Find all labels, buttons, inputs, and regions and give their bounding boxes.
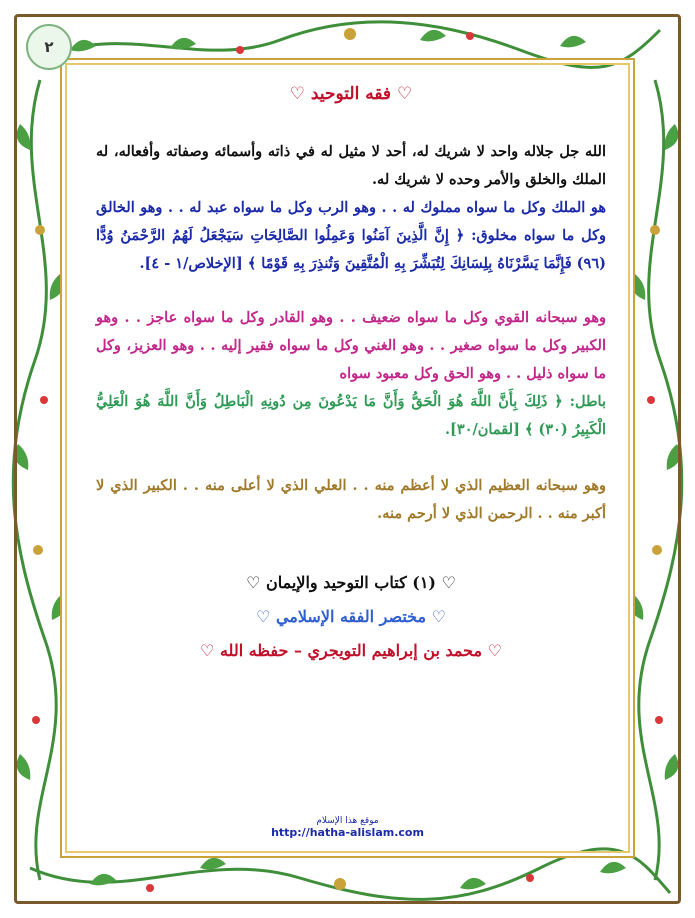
- paragraph-attributes: وهو سبحانه القوي وكل ما سواه ضعيف . . وهو القادر وكل ما سواه عاجز . . وهو الكبير وكل ما سواه صغير . . وهو الغني وكل ما سواه فقير إليه . . وهو العزيز، وكل ما سواه ذليل . . وهو الحق وكل معبود سواه: [96, 309, 606, 382]
- title-text: فقه التوحيد: [310, 84, 392, 104]
- sources-list: [96, 566, 606, 668]
- paragraph-intro: الله جل جلاله واحد لا شريك له، أحد لا مثيل له في ذاته وأسمائه وصفاته وأفعاله، له الملك والخلق والأمر وحده لا شريك له.: [96, 143, 606, 188]
- paragraph-quran-luqman: باطل: ﴿ ذَلِكَ بِأَنَّ اللَّهَ هُوَ الْحَقُّ وَأَنَّ مَا يَدْعُونَ مِن دُونِهِ الْبَاطِلُ وَأَنَّ اللَّهَ هُوَ الْعَلِيُّ الْكَبِيرُ (٣٠) ﴾ [لقمان/٣٠].: [96, 393, 606, 438]
- heart-icon: ♡: [431, 607, 446, 626]
- site-url-link[interactable]: http://hatha-alislam.com: [271, 826, 424, 839]
- heart-icon: ♡: [289, 84, 305, 104]
- source-summary: ♡ مختصر الفقه الإسلامي ♡: [256, 607, 446, 626]
- paragraph-greatness: وهو سبحانه العظيم الذي لا أعظم منه . . العلي الذي لا أعلى منه . . الكبير الذي لا أكبر منه . . الرحمن الذي لا أرحم منه.: [96, 477, 606, 522]
- heart-icon: ♡: [396, 84, 413, 104]
- heart-icon: ♡: [487, 641, 502, 660]
- heart-icon: ♡: [246, 573, 261, 592]
- page-number-badge: [26, 24, 72, 70]
- heart-icon: ♡: [441, 573, 456, 592]
- source-book: ♡ (١) كتاب التوحيد والإيمان ♡: [246, 573, 456, 592]
- document-body: [96, 80, 606, 780]
- paragraph-dominion: هو الملك وكل ما سواه مملوك له . . وهو الرب وكل ما سواه عبد له . . وهو الخالق وكل ما سواه مخلوق: ﴿ إِنَّ الَّذِينَ آمَنُوا وَعَمِلُوا الصَّالِحَاتِ سَيَجْعَلُ لَهُمُ الرَّحْمَنُ وُدًّا (٩٦) فَإِنَّمَا يَسَّرْنَاهُ بِلِسَانِكَ لِتُبَشِّرَ بِهِ الْمُتَّقِينَ وَتُنذِرَ بِهِ قَوْمًا ﴾ [الإخلاص/١ - ٤].: [96, 199, 606, 272]
- page-title: [96, 84, 606, 104]
- site-name: موقع هذا الإسلام: [316, 816, 379, 826]
- page-number: ٢: [44, 38, 54, 56]
- footer: [0, 816, 695, 839]
- heart-icon: ♡: [256, 607, 271, 626]
- source-author: ♡ محمد بن إبراهيم التويجري – حفظه الله ♡: [200, 641, 502, 660]
- heart-icon: ♡: [200, 641, 215, 660]
